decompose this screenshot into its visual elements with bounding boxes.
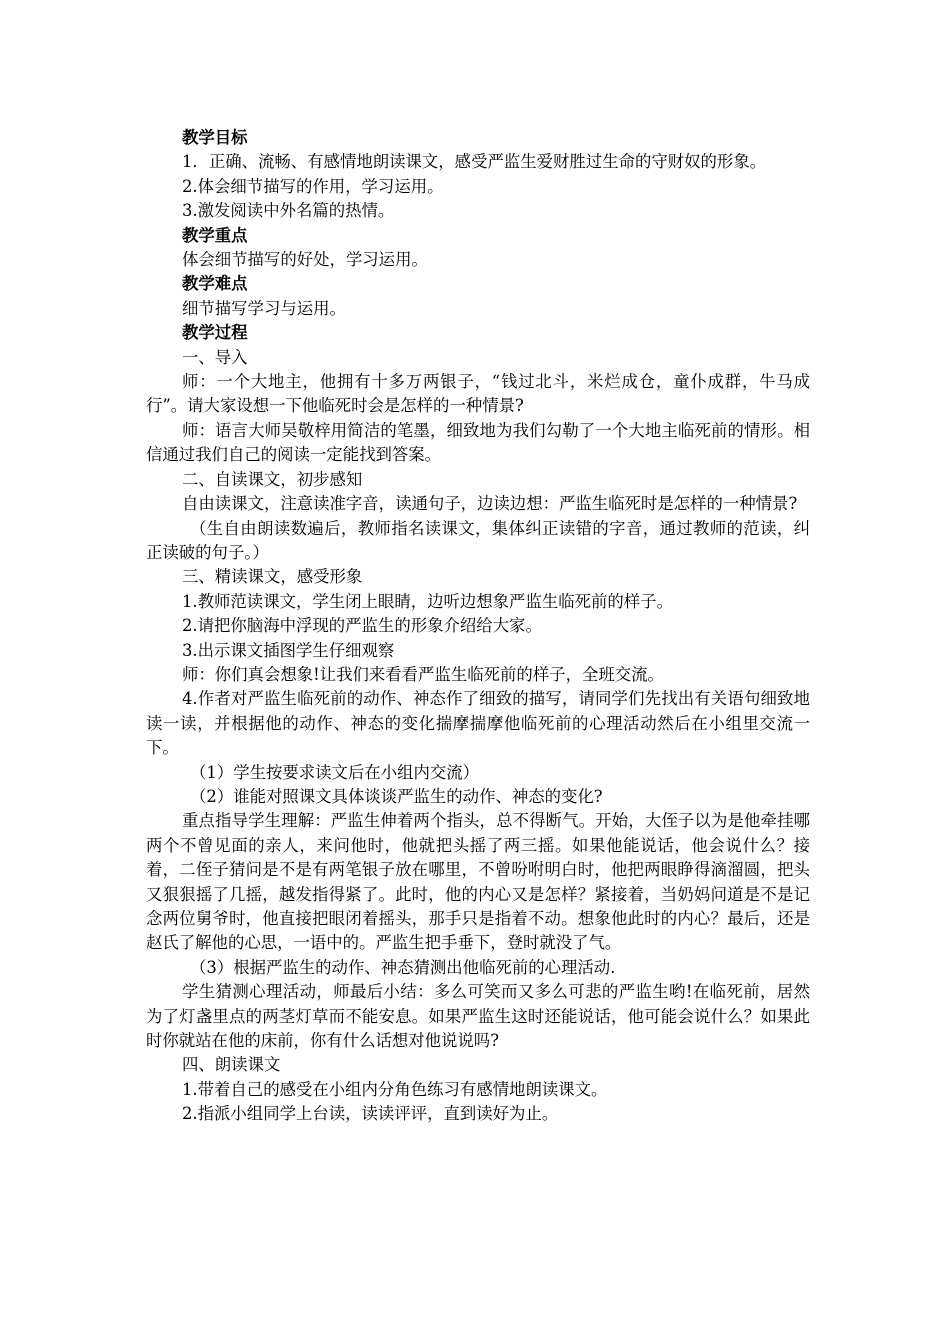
goal-item-3: 3.激发阅读中外名篇的热情。 — [182, 201, 395, 221]
guidance-paragraph: 重点指导学生理解：严监生伸着两个指头，总不得断气。开始，大侄子以为是他牵挂哪两个不曾见面的亲人，来问他时，他就把头摇了两三摇。如果他能说话，他会说什么？接着，二侄子猜问是不是有两笔银子放在哪里，不曾吩咐明白时，他把两眼睁得滴溜圆，把头又狠狠摇了几摇，越发指得紧了。此时，他的内心又是怎样？紧接着，当奶妈问道是不是记念两位舅爷时，他直接把眼闭着摇头，那手只是指着不动。想象他此时的内心？最后，还是赵氏了解他的心思，一语中的。严监生把手垂下，登时就没了气。 — [146, 811, 810, 953]
goal-item-1: 1．正确、流畅、有感情地朗读课文，感受严监生爱财胜过生命的守财奴的形象。 — [182, 152, 767, 172]
self-reading-note: （生自由朗读数遍后，教师指名读课文，集体纠正读错的字音，通过教师的范读，纠正读破的句子。） — [146, 518, 810, 562]
heading-teaching-process: 教学过程 — [182, 323, 248, 343]
sub-item-3: （3）根据严监生的动作、神态猜测出他临死前的心理活动. — [190, 957, 616, 977]
heading-difficulties: 教学难点 — [182, 274, 248, 294]
sub-item-1: （1）学生按要求读文后在小组内交流） — [190, 762, 480, 782]
close-reading-item-4: 4.作者对严监生临死前的动作、神态作了细致的描写，请同学们先找出有关语句细致地读一读，并根据他的动作、神态的变化揣摩揣摩他临死前的心理活动然后在小组里交流一下。 — [146, 689, 810, 758]
document-body — [146, 126, 810, 1127]
section-close-reading-title: 三、精读课文，感受形象 — [182, 567, 363, 587]
key-points-text: 体会细节描写的好处，学习运用。 — [182, 250, 428, 270]
read-aloud-item-1: 1.带着自己的感受在小组内分角色练习有感情地朗读课文。 — [182, 1079, 608, 1099]
self-reading-paragraph: 自由读课文，注意读准字音，读通句子，边读边想：严监生临死时是怎样的一种情景? — [182, 494, 798, 514]
close-reading-teacher-line: 师：你们真会想象!让我们来看看严监生临死前的样子，全班交流。 — [182, 664, 664, 684]
intro-paragraph-1: 师：一个大地主，他拥有十多万两银子，“钱过北斗，米烂成仓，童仆成群，牛马成行”。请大家设想一下他临死时会是怎样的一种情景? — [146, 372, 810, 416]
close-reading-item-1: 1.教师范读课文，学生闭上眼睛，边听边想象严监生临死前的样子。 — [182, 591, 673, 611]
section-read-aloud-title: 四、朗读课文 — [182, 1055, 281, 1075]
heading-key-points: 教学重点 — [182, 225, 248, 245]
section-self-reading-title: 二、自读课文，初步感知 — [182, 469, 363, 489]
section-intro-title: 一、导入 — [182, 347, 248, 367]
summary-paragraph: 学生猜测心理活动，师最后小结：多么可笑而又多么可悲的严监生哟!在临死前，居然为了灯盏里点的两茎灯草而不能安息。如果严监生这时还能说话，他可能会说什么？如果此时你就站在他的床前，你有什么话想对他说说吗? — [146, 982, 810, 1051]
heading-teaching-goals: 教学目标 — [182, 128, 248, 147]
sub-item-2: （2）谁能对照课文具体谈谈严监生的动作、神态的变化? — [190, 786, 603, 806]
read-aloud-item-2: 2.指派小组同学上台读，读读评评，直到读好为止。 — [182, 1104, 559, 1124]
close-reading-item-2: 2.请把你脑海中浮现的严监生的形象介绍给大家。 — [182, 616, 542, 636]
difficulties-text: 细节描写学习与运用。 — [182, 298, 346, 318]
close-reading-item-3: 3.出示课文插图学生仔细观察 — [182, 640, 395, 660]
goal-item-2: 2.体会细节描写的作用，学习运用。 — [182, 176, 444, 196]
intro-paragraph-2: 师：语言大师吴敬梓用简洁的笔墨，细致地为我们勾勒了一个大地主临死前的情形。相信通过我们自己的阅读一定能找到答案。 — [146, 420, 810, 465]
